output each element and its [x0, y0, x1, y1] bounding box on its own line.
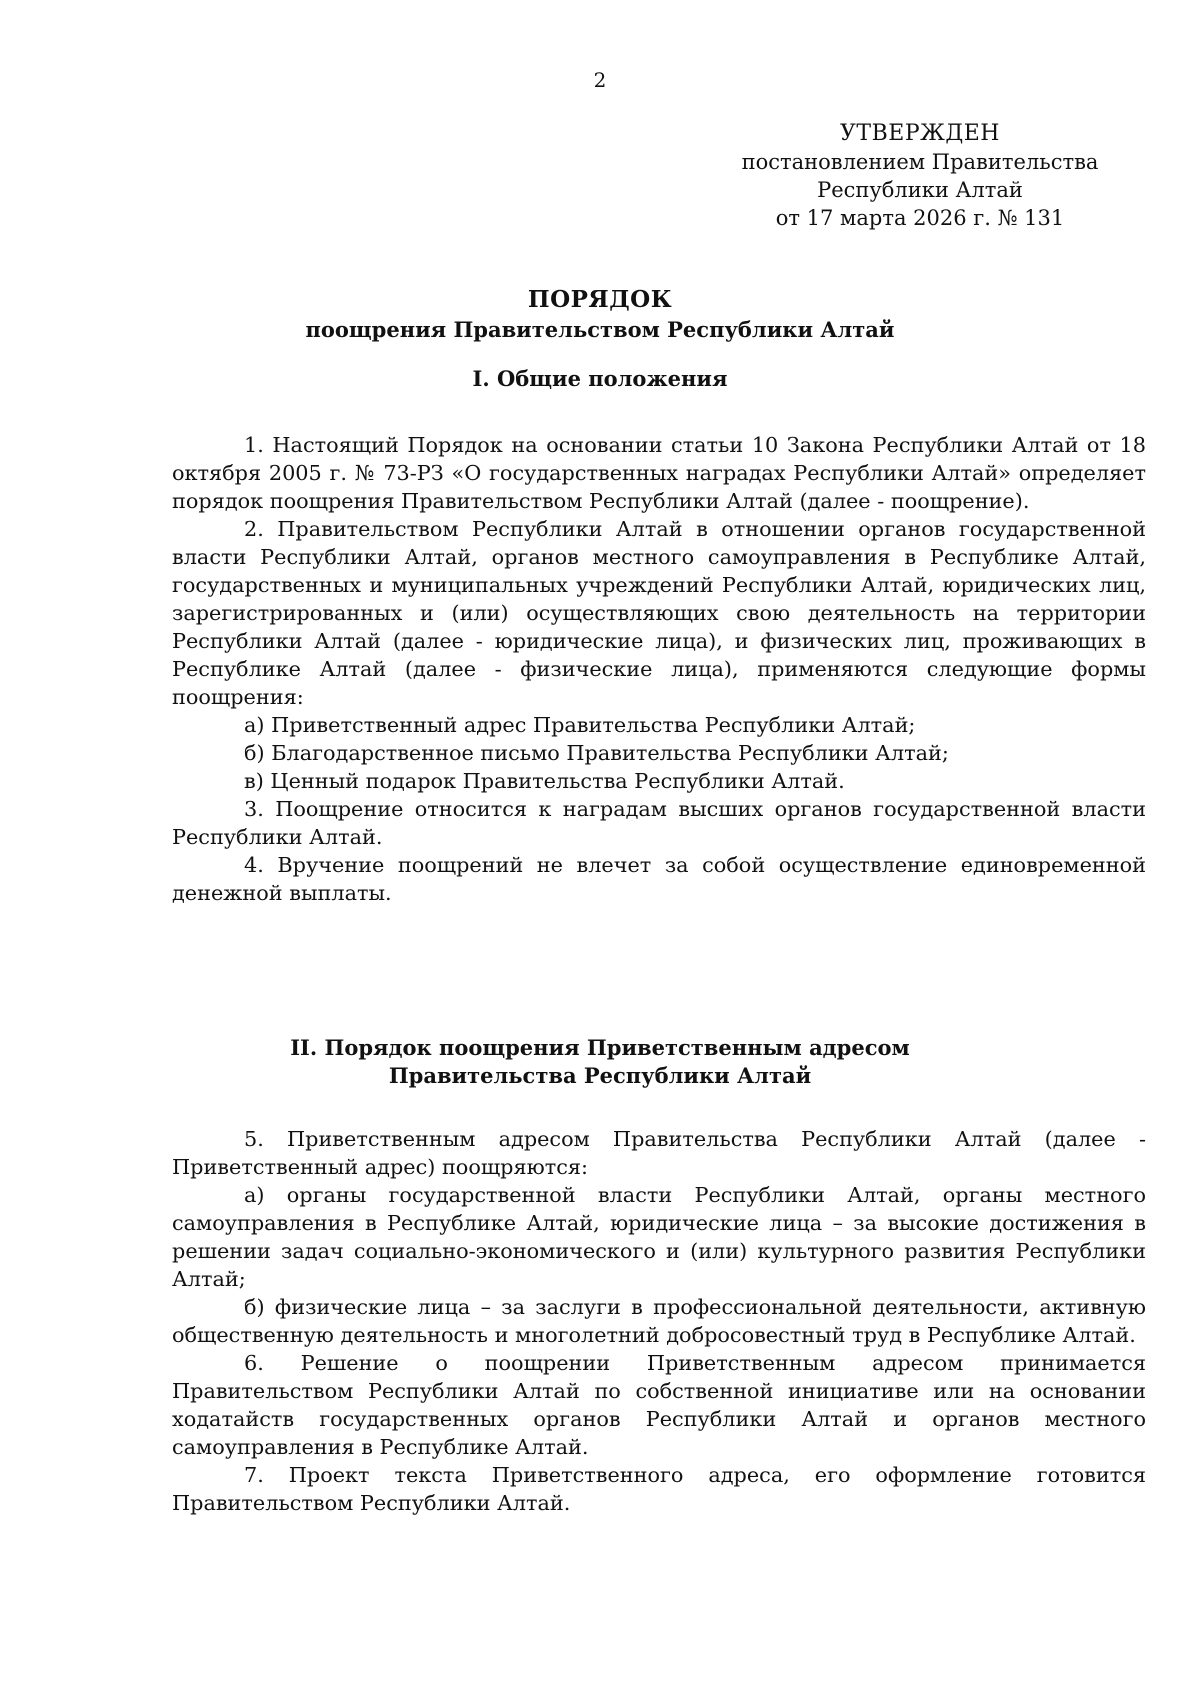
paragraph-2: 2. Правительством Республики Алтай в отношении органов государственной власти Республики Алтай, органов местного самоуправления в Республике Алтай, государственных и муниципальных учреждений Республики Алтай, юридических лиц, зарегистрированных и (или) осуществляющих свою деятельность на территории Республики Алтай (далее - юридические лица), и физических лиц, проживающих в Республике Алтай (далее - физические лица), применяются следующие формы поощрения: [172, 517, 1146, 709]
approval-line-1: постановлением Правительства [741, 150, 1099, 174]
paragraph-5-item-b: б) физические лица – за заслуги в профессиональной деятельности, активную общественную деятельность и многолетний добросовестный труд в Республике Алтай. [172, 1295, 1146, 1347]
paragraph-4: 4. Вручение поощрений не влечет за собой осуществление единовременной денежной выплаты. [172, 853, 1146, 905]
document-title-block [0, 285, 1200, 345]
paragraph-5-item-a: а) органы государственной власти Республики Алтай, органы местного самоуправления в Республике Алтай, юридические лица – за высокие достижения в решении задач социально-экономического и (или) культурного развития Республики Алтай; [172, 1183, 1146, 1291]
paragraph-6: 6. Решение о поощрении Приветственным адресом принимается Правительством Республики Алтай по собственной инициативе или на основании ходатайств государственных органов Республики Алтай и органов местного самоуправления в Республике Алтай. [172, 1351, 1146, 1459]
paragraph-2-item-b: б) Благодарственное письмо Правительства Республики Алтай; [244, 741, 949, 765]
paragraph-5: 5. Приветственным адресом Правительства Республики Алтай (далее - Приветственный адрес) поощряются: [172, 1127, 1146, 1179]
section-2-heading-line-1: II. Порядок поощрения Приветственным адресом [290, 1035, 910, 1060]
document-subtitle: поощрения Правительством Республики Алтай [305, 317, 895, 342]
approval-line-3: от 17 марта 2026 г. № 131 [775, 206, 1065, 230]
paragraph-2-item-c: в) Ценный подарок Правительства Республики Алтай. [244, 769, 845, 793]
paragraph-1: 1. Настоящий Порядок на основании статьи 10 Закона Республики Алтай от 18 октября 2005 г. № 73-РЗ «О государственных наградах Республики Алтай» определяет порядок поощрения Правительством Республики Алтай (далее - поощрение). [172, 433, 1146, 513]
section-1-body [172, 431, 1146, 907]
approval-stamp: УТВЕРЖДЕН [840, 121, 1000, 146]
section-1-heading: I. Общие положения [472, 366, 728, 391]
paragraph-2-item-a: а) Приветственный адрес Правительства Республики Алтай; [244, 713, 916, 737]
page-number: 2 [593, 68, 607, 92]
paragraph-3: 3. Поощрение относится к наградам высших органов государственной власти Республики Алтай. [172, 797, 1146, 849]
section-2-heading-line-2: Правительства Республики Алтай [388, 1063, 812, 1088]
paragraph-7: 7. Проект текста Приветственного адреса, его оформление готовится Правительством Республики Алтай. [172, 1463, 1146, 1515]
document-title: ПОРЯДОК [527, 286, 673, 313]
section-2-body [172, 1125, 1146, 1517]
approval-line-2: Республики Алтай [817, 178, 1023, 202]
approval-block [720, 120, 1120, 232]
section-2-heading [0, 1034, 1200, 1090]
